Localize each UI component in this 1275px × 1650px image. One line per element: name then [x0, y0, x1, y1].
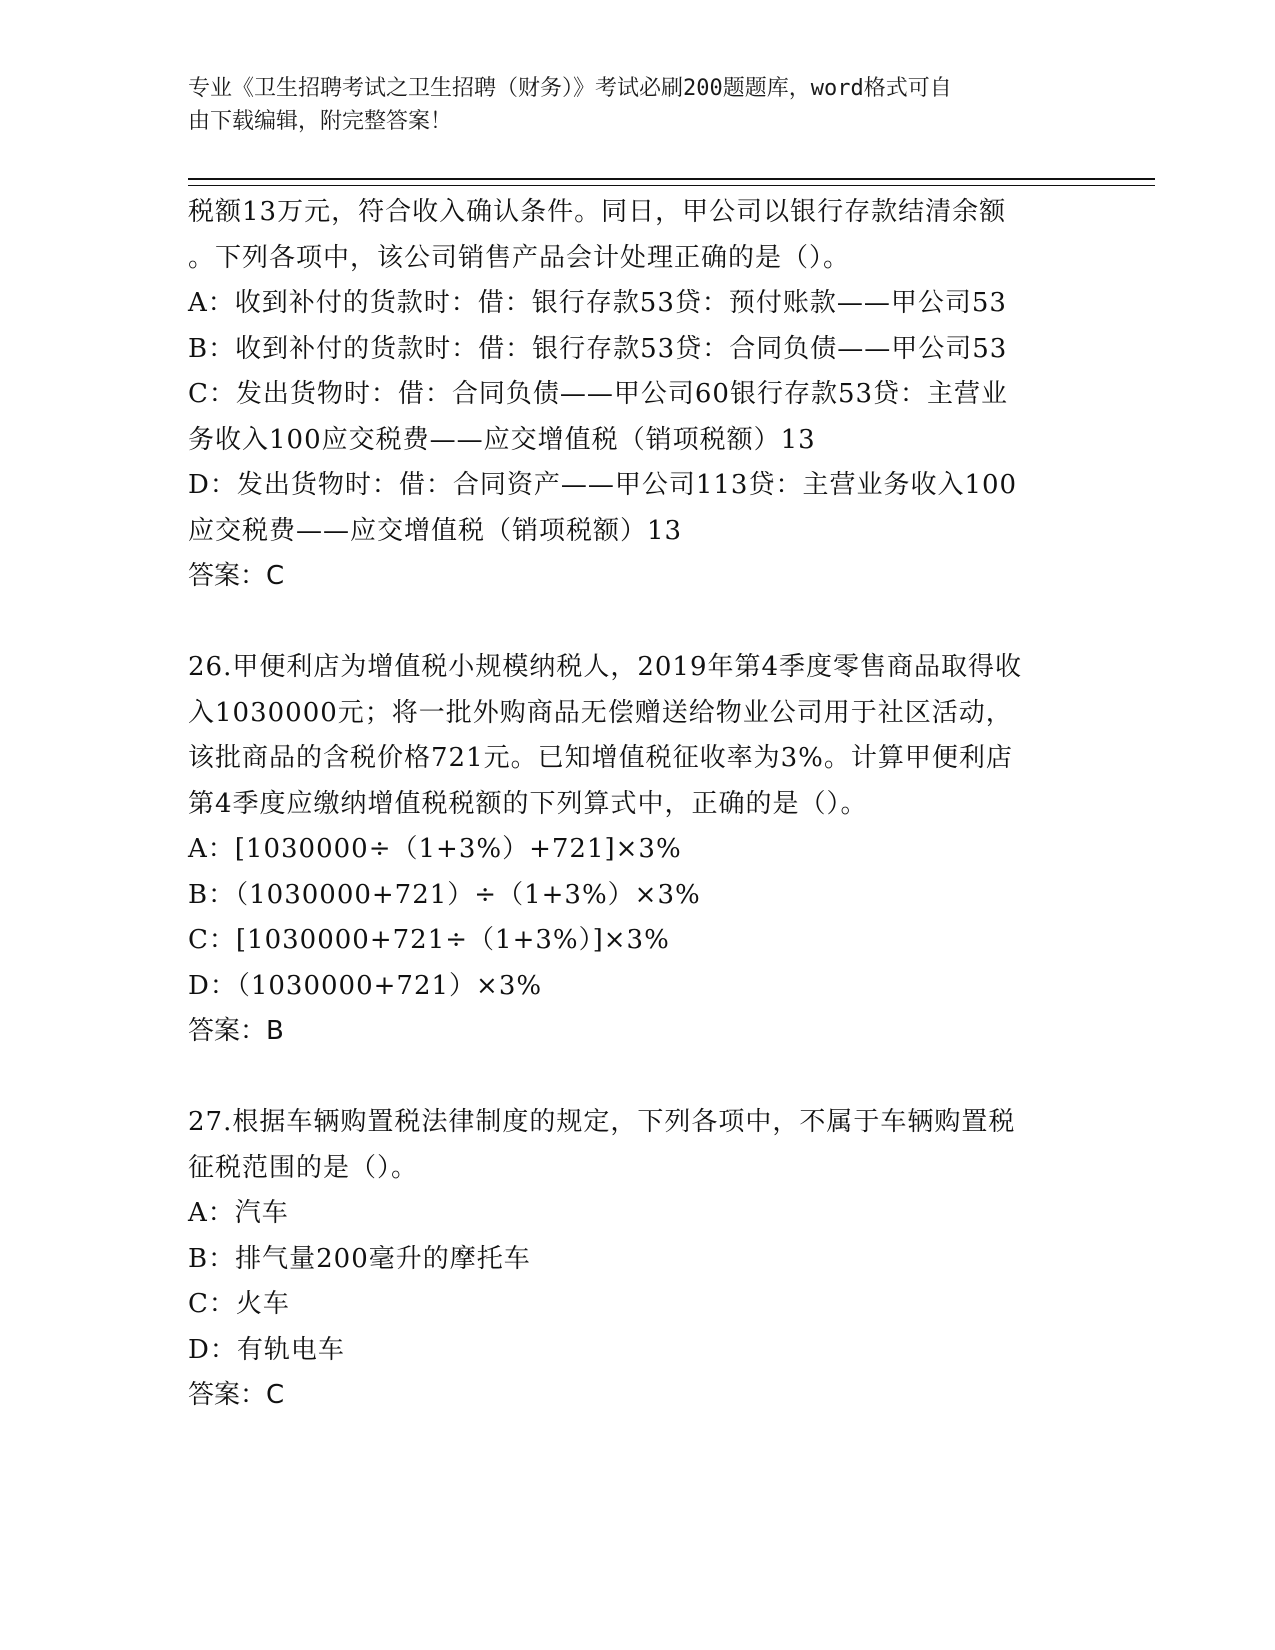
option-d-continued: 应交税费——应交增值税（销项税额）13: [188, 515, 683, 546]
option-d: D：有轨电车: [188, 1334, 345, 1365]
header-line-2: 由下载编辑，附完整答案！: [188, 109, 453, 134]
option-c: C：发出货物时：借：合同负债——甲公司60银行存款53贷：主营业: [188, 379, 1009, 409]
question-text-line: 入1030000元；将一批外购商品无偿赠送给物业公司用于社区活动，: [188, 697, 1013, 728]
question-26: [188, 645, 1088, 1055]
spacer: [188, 600, 1088, 646]
option-b: B：排气量200毫升的摩托车: [188, 1243, 531, 1274]
question-text-line: 。下列各项中，该公司销售产品会计处理正确的是（）。: [188, 242, 851, 273]
option-d: D：（1030000+721）×3%: [188, 970, 543, 1001]
option-b: B：收到补付的货款时：借：银行存款53贷：合同负债——甲公司53: [188, 333, 1008, 364]
document-body: [188, 190, 1088, 1419]
option-b: B：（1030000+721）÷（1+3%）×3%: [188, 879, 701, 910]
question-25-continued: [188, 190, 1088, 600]
answer-text: 答案：C: [188, 561, 285, 591]
spacer: [188, 1055, 1088, 1101]
header-line-1: 专业《卫生招聘考试之卫生招聘（财务）》考试必刷200题题库，word格式可自: [188, 76, 952, 101]
option-c: C：[1030000+721÷（1+3%）]×3%: [188, 925, 670, 955]
header-rule-thick: [188, 178, 1155, 180]
option-a: A：[1030000÷（1+3%）+721]×3%: [188, 834, 682, 864]
answer-text: 答案：B: [188, 1016, 284, 1046]
option-d: D：发出货物时：借：合同资产——甲公司113贷：主营业务收入100: [188, 470, 1018, 500]
option-a: A：汽车: [188, 1198, 289, 1228]
answer-text: 答案：C: [188, 1380, 285, 1410]
question-text-line: 征税范围的是（）。: [188, 1152, 419, 1183]
question-text-line: 第4季度应缴纳增值税税额的下列算式中，正确的是（）。: [188, 788, 868, 819]
header-rule-thin: [188, 185, 1155, 186]
question-text-line: 27.根据车辆购置税法律制度的规定，下列各项中，不属于车辆购置税: [188, 1107, 1016, 1137]
question-text-line: 26.甲便利店为增值税小规模纳税人，2019年第4季度零售商品取得收: [188, 652, 1023, 682]
question-text-line: 该批商品的含税价格721元。已知增值税征收率为3%。计算甲便利店: [188, 743, 1013, 773]
option-c-continued: 务收入100应交税费——应交增值税（销项税额）13: [188, 424, 816, 455]
option-c: C：火车: [188, 1289, 290, 1319]
document-header: [188, 72, 1088, 138]
option-a: A：收到补付的货款时：借：银行存款53贷：预付账款——甲公司53: [188, 288, 1007, 318]
question-27: [188, 1100, 1088, 1419]
question-text-line: 税额13万元，符合收入确认条件。同日，甲公司以银行存款结清余额: [188, 197, 1007, 227]
